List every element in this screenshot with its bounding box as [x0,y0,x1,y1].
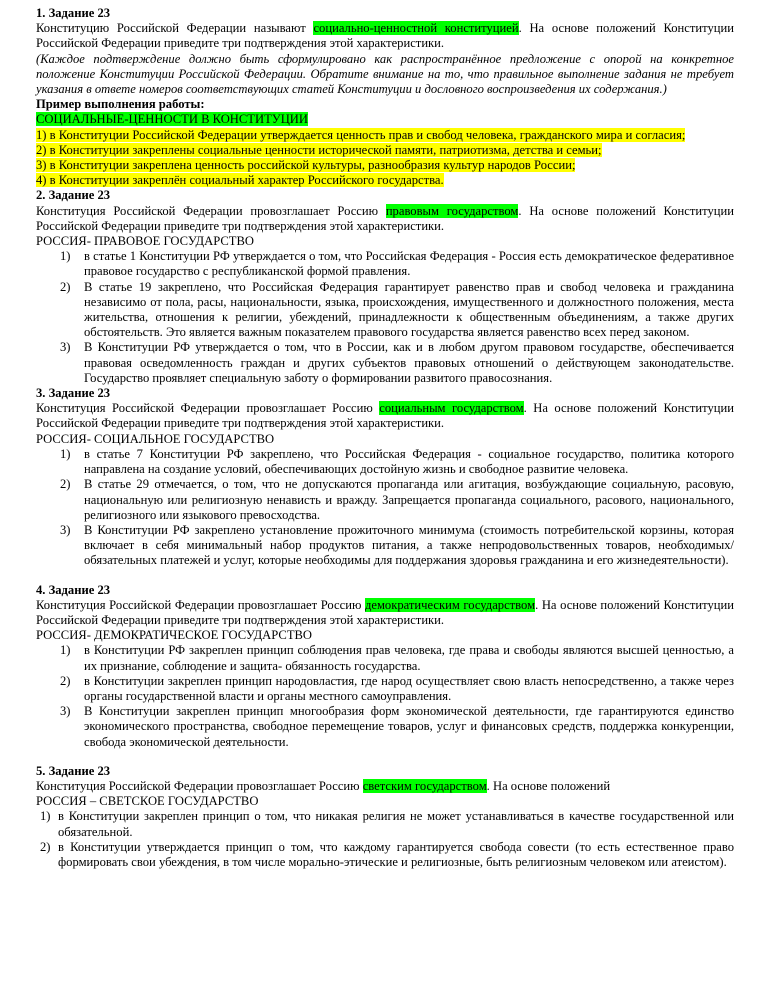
list-item-number: 2) [60,477,71,492]
task-4 [36,583,734,750]
list-item-text: в Конституции закреплен принцип о том, что никакая религия не может устанавливаться в качестве государственной или обязательной. [58,809,734,839]
task-1-item-3 [36,158,734,173]
task-2-statement [36,204,734,234]
spacer [36,569,734,583]
task-2 [36,188,734,386]
list-item [36,280,734,341]
task-1-item-4-text: 4) в Конституции закреплён социальный характер Российского государства. [36,173,444,188]
task-1-text-before: Конституцию Российской Федерации называют [36,21,314,36]
task-2-heading: РОССИЯ- ПРАВОВОЕ ГОСУДАРСТВО [36,234,254,249]
task-5-list [36,809,734,870]
list-item [36,704,734,750]
example-title: Пример выполнения работы: [36,97,205,112]
task-1-statement [36,21,734,51]
list-item [36,809,734,839]
list-item [36,340,734,386]
task-3-statement [36,401,734,431]
task-1-heading-text: СОЦИАЛЬНЫЕ-ЦЕННОСТИ В КОНСТИТУЦИИ [36,112,308,127]
task-3-text-after: . На основе положений Конституции Российской Федерации приведите три подтверждения этой характеристики. [36,401,734,431]
task-4-highlight: демократическим государством [364,597,536,612]
task-4-heading: РОССИЯ- ДЕМОКРАТИЧЕСКОЕ ГОСУДАРСТВО [36,628,313,643]
task-3-text-before: Конституция Российской Федерации провозглашает Россию [36,401,380,416]
list-item [36,840,734,870]
task-5-title: 5. Задание 23 [36,763,111,778]
task-4-list [36,643,734,749]
task-4-text-before: Конституция Российской Федерации провозглашает Россию [36,597,365,612]
task-5-text-before: Конституция Российской Федерации провозглашает Россию [36,778,363,793]
task-2-highlight: правовым государством [385,203,519,218]
task-3-title: 3. Задание 23 [36,386,111,401]
task-2-title: 2. Задание 23 [36,188,111,203]
task-4-statement [36,598,734,628]
task-5-highlight: светским государством [362,778,487,793]
task-3-heading: РОССИЯ- СОЦИАЛЬНОЕ ГОСУДАРСТВО [36,431,275,446]
list-item-number: 3) [60,704,71,719]
task-1-item-3-text: 3) в Конституции закреплена ценность российской культуры, разнообразия культур народов России; [36,158,576,173]
list-item-number: 1) [40,809,51,824]
task-3-highlight: социальным государством [379,401,524,416]
list-item [36,523,734,569]
task-1-title: 1. Задание 23 [36,6,111,20]
task-1-item-4 [36,173,734,188]
list-item-text: В Конституции РФ закреплено установление прожиточного минимума (стоимость потребительской корзины, которая включает в себя минимальный набор продуктов питания, а также непродовольственных товаров, необходимых/обязательных платежей и услуг, которые необходимы для поддержания здоровья гражданина и его жизнедеятельности). [84,522,734,568]
task-2-text-before: Конституция Российской Федерации провозглашает Россию [36,203,386,218]
list-item-text: в статье 1 Конституции РФ утверждается о том, что Российская Федерация - Россия есть демократическое федеративное правовое государство с республиканской формой правления. [84,249,734,279]
task-2-text-after: . На основе положений Конституции Российской Федерации приведите три подтверждения этой характеристики. [36,203,734,233]
task-4-title: 4. Задание 23 [36,582,111,597]
task-2-list [36,249,734,386]
list-item-number: 2) [60,673,71,688]
list-item-number: 1) [60,446,71,461]
task-1-note: (Каждое подтверждение должно быть сформулировано как распространённое предложение с опорой на конкретное положение Конституции Российской Федерации. Обратите внимание на то, что правильное выполнение задания не требует указания в ответе номеров соответствующих статей Конституции и дословного воспроизведения их содержания.) [36,51,734,97]
spacer [36,750,734,764]
list-item-text: В Конституции закреплен принцип многообразия форм экономической деятельности, где гарантируются единство экономического пространства, свободное перемещение товаров, услуг и финансовых средств, поддержка конкуренции, свобода экономической деятельности. [84,704,734,749]
list-item-number: 3) [60,340,71,355]
task-5-statement [36,779,734,794]
task-1 [36,6,734,188]
task-3 [36,386,734,568]
task-1-text-after: . На основе положений Конституции Российской Федерации приведите три подтверждения этой характеристики. [36,21,734,51]
task-5-heading: РОССИЯ – СВЕТСКОЕ ГОСУДАРСТВО [36,794,259,809]
list-item-text: в Конституции РФ закреплен принцип соблюдения прав человека, где права и свободы являются высшей ценностью, а их признание, соблюдение и защита- обязанность государства. [84,643,734,673]
list-item-number: 2) [40,839,51,854]
task-1-item-1 [36,128,734,143]
list-item-number: 3) [60,522,71,537]
task-1-highlight: социально-ценностной конституцией [313,21,519,36]
list-item-text: В Конституции РФ утверждается о том, что в России, как и в любом другом правовом государстве, обеспечивается правовая осведомленность граждан и других субъектов правовых отношений о действующем законодательстве. Государство проявляет специальную заботу о формировании развитого правосознания. [84,340,734,385]
list-item-text: В статье 19 закреплено, что Российская Федерация гарантирует равенство прав и свобод человека и гражданина независимо от пола, расы, национальности, языка, происхождения, имущественного и должностного положения, места жительства, отношения к религии, убеждений, принадлежности к общественным объединениям, а также других обстоятельств. Это является важным показателем правового государства является равенство всех перед законом. [84,279,734,340]
task-5 [36,764,734,870]
list-item-number: 2) [60,279,71,294]
task-4-text-after: . На основе положений Конституции Российской Федерации приведите три подтверждения этой характеристики. [36,597,734,627]
list-item-text: В статье 29 отмечается, о том, что не допускаются пропаганда или агитация, возбуждающие социальную, расовую, национальную или религиозную ненависть и вражду. Запрещается пропаганда социального, расового, национального, религиозного или языкового превосходства. [84,477,734,522]
list-item [36,447,734,477]
task-1-item-2 [36,143,734,158]
list-item-text: в Конституции утверждается принцип о том, что каждому гарантируется свобода совести (то есть естественное право формировать свои убеждения, в том числе морально-этические и религиозные, быть религиозным человеком или атеистом). [58,839,734,869]
list-item-number: 1) [60,643,71,658]
task-3-list [36,447,734,569]
list-item [36,674,734,704]
list-item-text: в Конституции закреплен принцип народовластия, где народ осуществляет свою власть непосредственно, а также через органы государственной власти и органы местного самоуправления. [84,673,734,703]
task-1-item-1-text: 1) в Конституции Российской Федерации утверждается ценность прав и свобод человека, гражданского мира и согласия; [36,127,686,142]
list-item-number: 1) [60,249,71,264]
list-item [36,249,734,279]
task-5-text-after: . На основе положений [486,778,611,793]
task-1-heading [36,112,734,127]
list-item [36,477,734,523]
task-1-item-2-text: 2) в Конституции закреплены социальные ценности исторической памяти, патриотизма, детства и семьи; [36,142,602,157]
list-item-text: в статье 7 Конституции РФ закреплено, что Российская Федерация - социальное государство, политика которого направлена на создание условий, обеспечивающих достойную жизнь и свободное развитие человека. [84,446,734,477]
list-item [36,643,734,673]
